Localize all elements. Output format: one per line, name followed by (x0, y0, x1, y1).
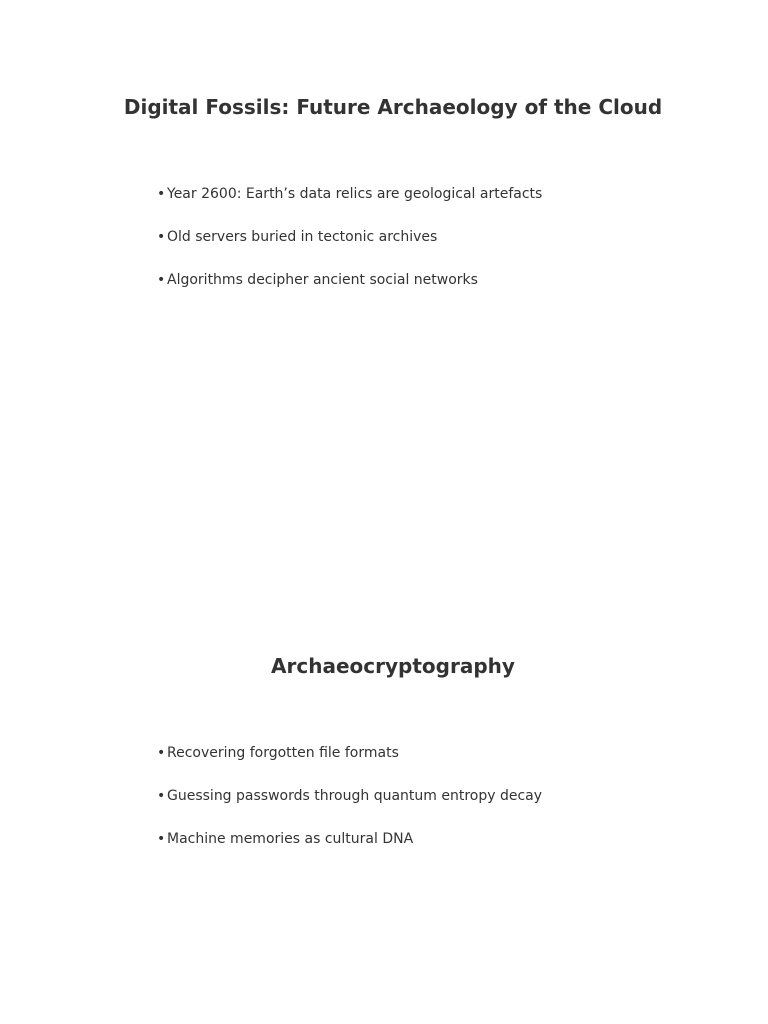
bullet-list (157, 185, 542, 314)
bullet-icon: • (157, 831, 166, 847)
slide-title: Digital Fossils: Future Archaeology of the Cloud (123, 95, 663, 119)
bullet-icon: • (157, 186, 166, 202)
bullet-item (157, 787, 542, 805)
bullet-icon: • (157, 229, 166, 245)
bullet-item (157, 185, 542, 203)
slide-2 (0, 560, 768, 1024)
bullet-icon: • (157, 788, 166, 804)
bullet-text: Year 2600: Earth’s data relics are geological artefacts (167, 186, 543, 202)
bullet-text: Machine memories as cultural DNA (167, 831, 414, 847)
bullet-text: Algorithms decipher ancient social networks (167, 272, 478, 288)
bullet-list (157, 744, 542, 873)
bullet-text: Recovering forgotten file formats (167, 745, 399, 761)
bullet-item (157, 744, 542, 762)
bullet-icon: • (157, 272, 166, 288)
bullet-icon: • (157, 745, 166, 761)
bullet-item (157, 830, 542, 848)
slide-title: Archaeocryptography (271, 654, 515, 678)
bullet-text: Guessing passwords through quantum entropy decay (167, 788, 543, 804)
bullet-item (157, 271, 542, 289)
bullet-text: Old servers buried in tectonic archives (167, 229, 438, 245)
bullet-item (157, 228, 542, 246)
